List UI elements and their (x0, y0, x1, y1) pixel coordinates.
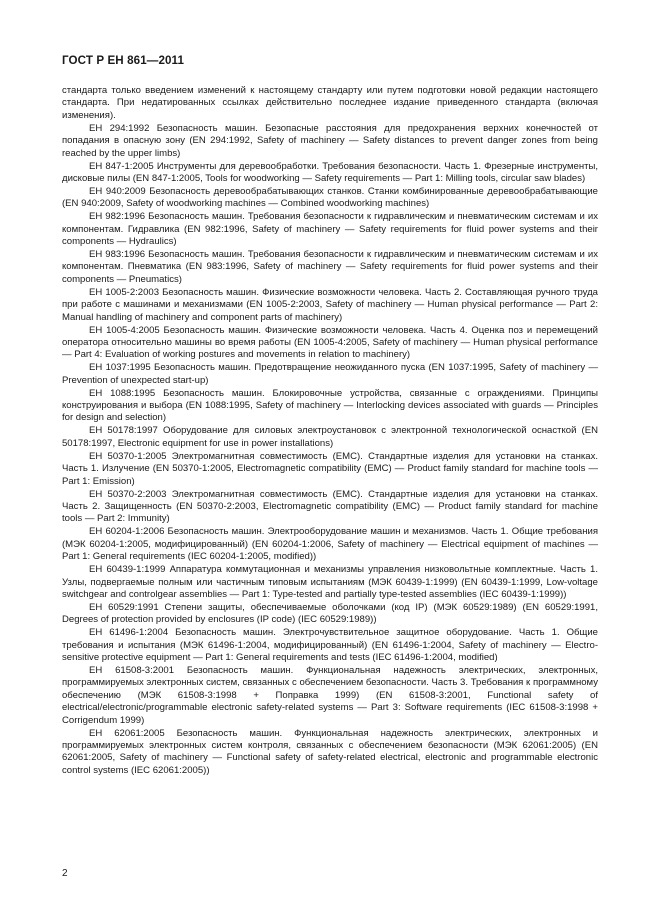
reference-en-60204-1: ЕН 60204-1:2006 Безопасность машин. Электрооборудование машин и механизмов. Часть 1. Общие требования (МЭК 60204-1:2005, модифицированный) (EN 60204-1:2006, Safety of machinery — Electrical equipment of machines — Part 1: General requirements (IEC 60204-1:2005, modified)) (62, 526, 598, 563)
reference-en-1005-2: ЕН 1005-2:2003 Безопасность машин. Физические возможности человека. Часть 2. Составляющая ручного труда при работе с машинами и механизмами (EN 1005-2:2003, Safety of machinery — Human physical performance — Part 2: Manual handling of machinery and component parts of machinery) (62, 286, 598, 323)
reference-en-294: ЕН 294:1992 Безопасность машин. Безопасные расстояния для предохранения верхних конечностей от попадания в опасную зону (EN 294:1992, Safety of machinery — Safety distances to prevent danger zones from being reached by the upper limbs) (62, 122, 598, 159)
standard-header: ГОСТ Р ЕН 861—2011 (62, 54, 184, 67)
reference-en-1037: ЕН 1037:1995 Безопасность машин. Предотвращение неожиданного пуска (EN 1037:1995, Safety of machinery — Prevention of unexpected start-up) (62, 362, 598, 386)
references-body (62, 85, 598, 778)
reference-en-1005-4: ЕН 1005-4:2005 Безопасность машин. Физические возможности человека. Часть 4. Оценка поз и перемещений оператора относительно машины во время работы (EN 1005-4:2005, Safety of machinery — Human physical performance — Part 4: Evaluation of working postures and movements in relation to machinery) (62, 324, 598, 361)
reference-en-1088: ЕН 1088:1995 Безопасность машин. Блокировочные устройства, связанные с ограждениями. Принципы конструирования и выбора (EN 1088:1995, Safety of machinery — Interlocking devices associated with guards — Principles for design and selection) (62, 387, 598, 424)
reference-en-50178: ЕН 50178:1997 Оборудование для силовых электроустановок с электронной технологической оснасткой (EN 50178:1997, Electronic equipment for use in power installations) (62, 425, 598, 449)
reference-en-60439-1: ЕН 60439-1:1999 Аппаратура коммутационная и механизмы управления низковольтные комплектные. Часть 1. Узлы, подвергаемые полным или частичным типовым испытаниям (МЭК 60439-1:1999) (EN 60439-1:1999, Low-voltage switchgear and controlgear assemblies — Part 1: Type-tested and partially type-tested assemblies (IEC 60439-1:1999)) (62, 564, 598, 600)
reference-en-60529: ЕН 60529:1991 Степени защиты, обеспечиваемые оболочками (код IP) (МЭК 60529:1989) (EN 60529:1991, Degrees of protection provided by enclosures (IP code) (IEC 60529:1989)) (62, 601, 598, 626)
reference-en-50370-2: ЕН 50370-2:2003 Электромагнитная совместимость (EMC). Стандартные изделия для установки на станках. Часть 2. Защищенность (EN 50370-2:2003, Electromagnetic compatibility (EMC) — Product family standard for machine tools — Part 2: Immunity) (62, 488, 598, 525)
reference-en-61508-3: ЕН 61508-3:2001 Безопасность машин. Функциональная надежность электрических, электронных, программируемых электронных систем, связанных с обеспечением безопасности. Часть 3. Требования к программному обеспечению (МЭК 61508-3:1998 + Поправка 1999) (EN 61508-3:2001, Functional safety of electrical/electronic/programmable electronic safety-related systems — Part 3: Software requirements (IEC 61508-3:1998 + Corrigendum 1999) (62, 664, 598, 726)
reference-en-50370-1: ЕН 50370-1:2005 Электромагнитная совместимость (EMC). Стандартные изделия для установки на станках. Часть 1. Излучение (EN 50370-1:2005, Electromagnetic compatibility (EMC) — Product family standard for machine tools — Part 1: Emission) (62, 450, 598, 487)
reference-en-982: ЕН 982:1996 Безопасность машин. Требования безопасности к гидравлическим и пневматическим системам и их компонентам. Гидравлика (EN 982:1996, Safety of machinery — Safety requirements for fluid power systems and their components — Hydraulics) (62, 211, 598, 248)
reference-en-940: ЕН 940:2009 Безопасность деревообрабатывающих станков. Станки комбинированные деревообрабатывающие (EN 940:2009, Safety of woodworking machines — Combined woodworking machines) (62, 185, 598, 210)
reference-en-983: ЕН 983:1996 Безопасность машин. Требования безопасности к гидравлическим и пневматическим системам и их компонентам. Пневматика (EN 983:1996, Safety of machinery — Safety requirements for fluid power systems and their components — Pneumatics) (62, 249, 598, 285)
reference-en-61496-1: ЕН 61496-1:2004 Безопасность машин. Электрочувствительное защитное оборудование. Часть 1. Общие требования и испытания (МЭК 61496-1:2004, модифицированный) (EN 61496-1:2004, Safety of machinery — Electro-sensitive protective equipment — Part 1: General requirements and tests (IEC 61496-1:2004, modified) (62, 627, 598, 664)
intro-paragraph: стандарта только введением изменений к настоящему стандарту или путем подготовки новой редакции настоящего стандарта. При недатированных ссылках действительно последнее издание приведенного стандарта (включая изменения). (62, 85, 598, 121)
reference-en-62061: ЕН 62061:2005 Безопасность машин. Функциональная надежность электрических, электронных и программируемых электронных систем контроля, связанных с обеспечением безопасности (МЭК 62061:2005) (EN 62061:2005, Safety of machinery — Functional safety of safety-related electrical, electronic and programmable electronic control systems (IEC 62061:2005)) (62, 727, 598, 776)
reference-en-847-1: ЕН 847-1:2005 Инструменты для деревообработки. Требования безопасности. Часть 1. Фрезерные инструменты, дисковые пилы (EN 847-1:2005, Tools for woodworking — Safety requirements — Part 1: Milling tools, circular saw blades) (62, 160, 598, 184)
page-number: 2 (62, 868, 68, 879)
